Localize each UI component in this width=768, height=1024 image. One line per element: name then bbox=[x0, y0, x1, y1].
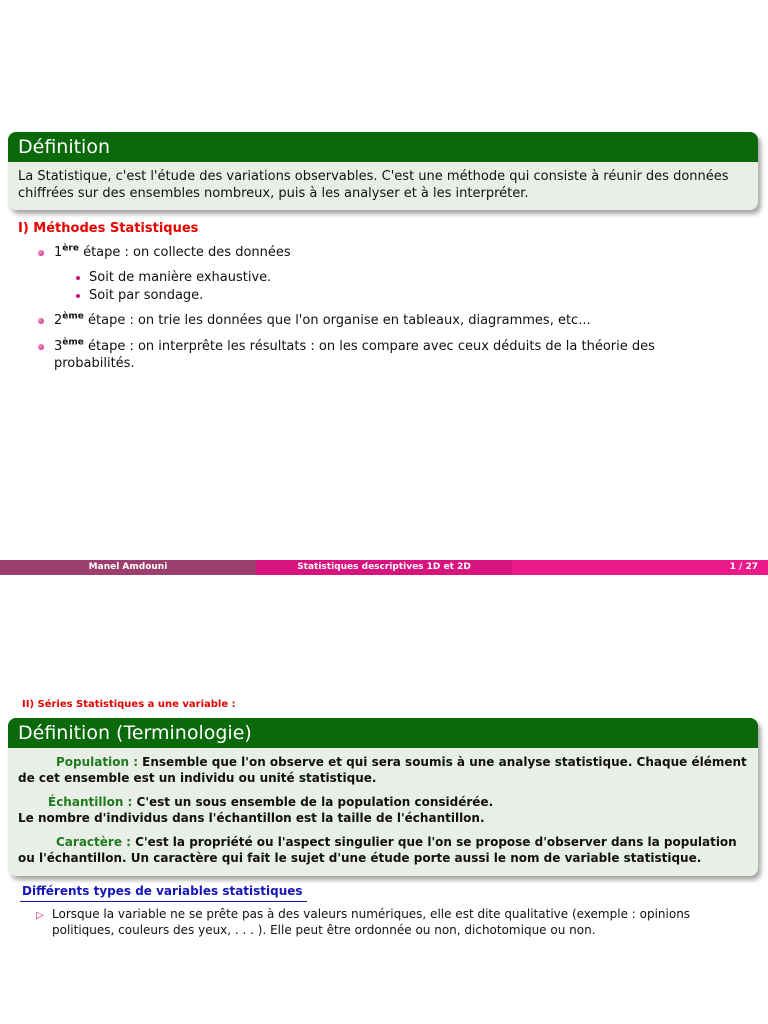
population-text: Ensemble que l'on observe et qui sera soumis à une analyse statistique. Chaque élément de cet ensemble est un individu ou unité statistique. bbox=[18, 755, 747, 785]
section-title-methodes: I) Méthodes Statistiques bbox=[18, 221, 199, 236]
types-heading: Différents types de variables statistiques bbox=[20, 884, 307, 902]
bullet-icon bbox=[38, 344, 44, 350]
step-1-sup: ère bbox=[62, 243, 79, 254]
step-1-text: étape : on collecte des données bbox=[78, 245, 291, 260]
echantillon-definition bbox=[18, 794, 748, 826]
definition-block-title: Définition bbox=[8, 132, 758, 162]
bullet-icon bbox=[38, 318, 44, 324]
population-label: Population : bbox=[56, 755, 138, 769]
triangle-bullet-icon: ▷ bbox=[36, 910, 44, 921]
footer-bar bbox=[0, 560, 768, 575]
step-2-num: 2 bbox=[54, 313, 63, 328]
echantillon-text-2: Le nombre d'individus dans l'échantillon est la taille de l'échantillon. bbox=[18, 811, 485, 825]
substep-1: Soit de manière exhaustive. bbox=[89, 270, 272, 285]
caractere-label: Caractère : bbox=[56, 835, 131, 849]
step-2-text: étape : on trie les données que l'on organise en tableaux, diagrammes, etc... bbox=[83, 313, 591, 328]
definition-block-body: La Statistique, c'est l'étude des variations observables. C'est une méthode qui consiste à réunir des données chiffrées sur des ensembles nombreux, puis à les analyser et à les interpréter. bbox=[18, 169, 729, 201]
echantillon-text: C'est un sous ensemble de la population considérée. bbox=[132, 795, 494, 809]
echantillon-label: Échantillon : bbox=[48, 795, 133, 809]
substep-2: Soit par sondage. bbox=[89, 288, 204, 303]
slide-2 bbox=[0, 576, 768, 1024]
step-1 bbox=[54, 244, 291, 261]
population-definition bbox=[18, 754, 748, 786]
bullet-icon bbox=[38, 250, 44, 256]
terminologie-block-body bbox=[8, 748, 758, 874]
sub-bullet-icon bbox=[76, 294, 80, 298]
step-3 bbox=[54, 338, 694, 372]
step-3-sup: ème bbox=[62, 337, 84, 348]
footer-title: Statistiques descriptives 1D et 2D bbox=[256, 560, 512, 575]
types-item: Lorsque la variable ne se prête pas à des valeurs numériques, elle est dite qualitative (exemple : opinions politiques, couleurs des yeux, . . . ). Elle peut être ordonnée ou non, dichotomique ou non. bbox=[52, 907, 691, 937]
footer-author: Manel Amdouni bbox=[0, 560, 256, 575]
terminologie-block-title: Définition (Terminologie) bbox=[8, 718, 758, 748]
step-3-num: 3 bbox=[54, 339, 63, 354]
terminologie-block bbox=[8, 718, 758, 876]
sub-bullet-icon bbox=[76, 276, 80, 280]
step-2-sup: ème bbox=[62, 311, 84, 322]
section-title-series: II) Séries Statistiques a une variable : bbox=[22, 699, 236, 710]
caractere-text: C'est la propriété ou l'aspect singulier que l'on se propose d'observer dans la population ou l'échantillon. Un caractère qui fait le sujet d'une étude porte aussi le nom de variable statistique. bbox=[18, 835, 737, 865]
caractere-definition bbox=[18, 834, 748, 866]
definition-block bbox=[8, 132, 758, 210]
step-3-text: étape : on interprête les résultats : on les compare avec ceux déduits de la théorie des probabilités. bbox=[54, 339, 655, 371]
step-2 bbox=[54, 312, 591, 329]
footer-page: 1 / 27 bbox=[512, 560, 768, 575]
step-1-num: 1 bbox=[54, 245, 63, 260]
